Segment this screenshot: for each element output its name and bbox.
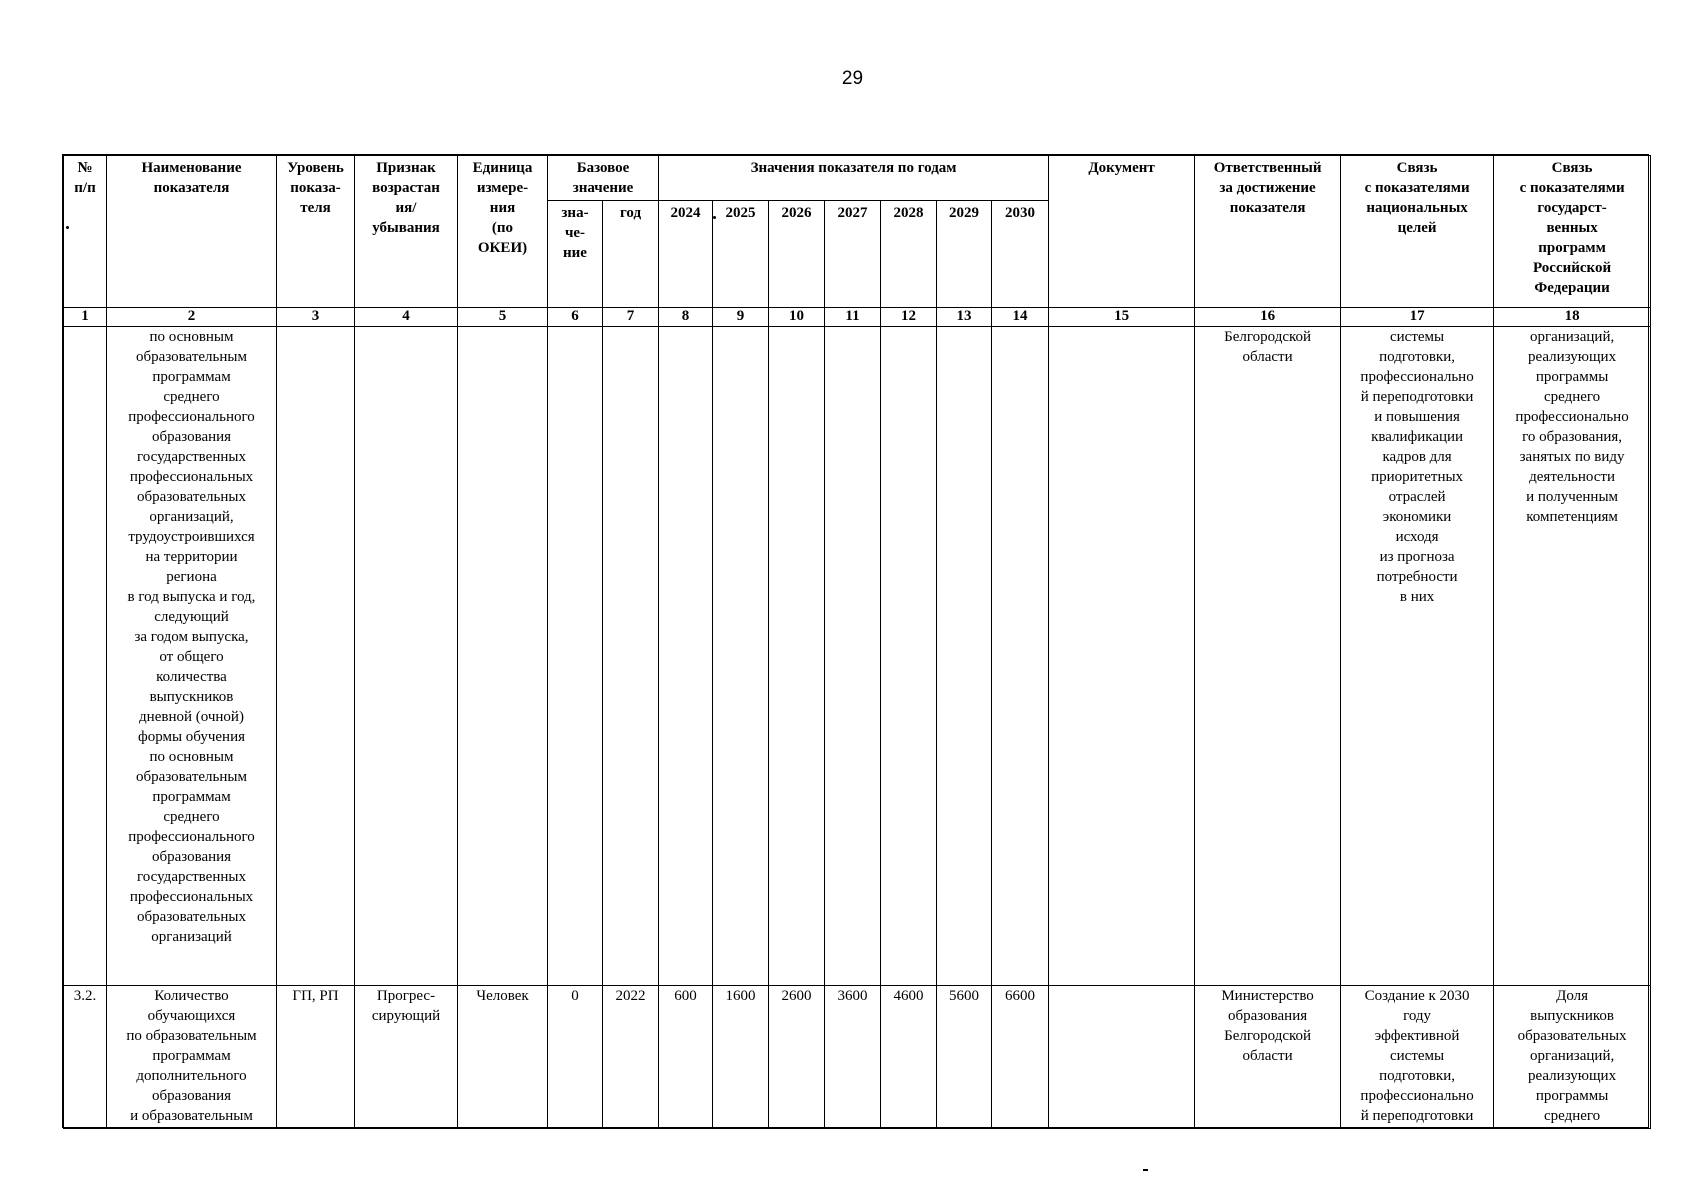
cell-year-value bbox=[769, 327, 825, 986]
scan-speck bbox=[713, 216, 716, 219]
header-year: 2024 bbox=[659, 201, 713, 308]
header-year: 2025 bbox=[713, 201, 769, 308]
header-unit: Единица измере- ния (по ОКЕИ) bbox=[458, 156, 548, 308]
column-number: 7 bbox=[603, 308, 659, 327]
column-number: 18 bbox=[1494, 308, 1651, 327]
column-number: 4 bbox=[355, 308, 458, 327]
header-trend: Признак возрастан ия/ убывания bbox=[355, 156, 458, 308]
header-base-year: год bbox=[603, 201, 659, 308]
scan-speck bbox=[1143, 1169, 1148, 1171]
cell-link-state: Доля выпускников образовательных организаций, реализующих программы среднего bbox=[1494, 985, 1651, 1128]
cell-year-value: 1600 bbox=[713, 985, 769, 1128]
column-number: 2 bbox=[107, 308, 277, 327]
cell-unit: Человек bbox=[458, 985, 548, 1128]
scan-speck bbox=[66, 226, 69, 229]
column-number: 5 bbox=[458, 308, 548, 327]
column-number: 14 bbox=[992, 308, 1049, 327]
cell-year-value bbox=[992, 327, 1049, 986]
cell-base-year: 2022 bbox=[603, 985, 659, 1128]
column-number: 17 bbox=[1341, 308, 1494, 327]
cell-year-value bbox=[825, 327, 881, 986]
header-name: Наименование показателя bbox=[107, 156, 277, 308]
column-number: 11 bbox=[825, 308, 881, 327]
cell-no: 3.2. bbox=[64, 985, 107, 1128]
header-row-top bbox=[64, 156, 1651, 201]
header-link-state: Связь с показателями государст- венных программ Российской Федерации bbox=[1494, 156, 1651, 308]
cell-base-value bbox=[548, 327, 603, 986]
cell-indicator-name: по основным образовательным программам среднего профессионального образования государственных профессиональных образовательных организаций, трудоустроившихся на территории региона в год выпуска и год, следующий за годом выпуска, от общего количества выпускников дневной (очной) формы обучения по основным образовательным программам среднего профессионального образования государственных профессиональных образовательных организаций bbox=[107, 327, 277, 986]
cell-document bbox=[1049, 985, 1195, 1128]
header-year: 2028 bbox=[881, 201, 937, 308]
column-number: 10 bbox=[769, 308, 825, 327]
indicator-table bbox=[63, 155, 1651, 1129]
cell-document bbox=[1049, 327, 1195, 986]
cell-responsible: Министерство образования Белгородской области bbox=[1195, 985, 1341, 1128]
cell-level bbox=[277, 327, 355, 986]
cell-unit bbox=[458, 327, 548, 986]
header-year: 2026 bbox=[769, 201, 825, 308]
header-year: 2027 bbox=[825, 201, 881, 308]
header-no: № п/п bbox=[64, 156, 107, 308]
cell-trend bbox=[355, 327, 458, 986]
column-number: 9 bbox=[713, 308, 769, 327]
page-number: 29 bbox=[841, 68, 864, 89]
table-row-continuation bbox=[64, 327, 1651, 986]
cell-year-value: 600 bbox=[659, 985, 713, 1128]
cell-trend: Прогрес- сирующий bbox=[355, 985, 458, 1128]
cell-year-value: 2600 bbox=[769, 985, 825, 1128]
cell-responsible: Белгородской области bbox=[1195, 327, 1341, 986]
cell-level: ГП, РП bbox=[277, 985, 355, 1128]
header-year: 2030 bbox=[992, 201, 1049, 308]
cell-year-value: 3600 bbox=[825, 985, 881, 1128]
column-number-row bbox=[64, 308, 1651, 327]
column-number: 8 bbox=[659, 308, 713, 327]
header-document: Документ bbox=[1049, 156, 1195, 308]
cell-year-value bbox=[937, 327, 992, 986]
cell-year-value bbox=[659, 327, 713, 986]
column-number: 3 bbox=[277, 308, 355, 327]
cell-link-national: Создание к 2030 году эффективной системы подготовки, профессионально й переподготовки bbox=[1341, 985, 1494, 1128]
table-row-3-2 bbox=[64, 985, 1651, 1128]
header-responsible: Ответственный за достижение показателя bbox=[1195, 156, 1341, 308]
cell-year-value bbox=[881, 327, 937, 986]
cell-year-value bbox=[713, 327, 769, 986]
header-base-value: зна- че- ние bbox=[548, 201, 603, 308]
cell-year-value: 4600 bbox=[881, 985, 937, 1128]
header-base: Базовое значение bbox=[548, 156, 659, 201]
column-number: 13 bbox=[937, 308, 992, 327]
column-number: 16 bbox=[1195, 308, 1341, 327]
cell-no bbox=[64, 327, 107, 986]
cell-year-value: 6600 bbox=[992, 985, 1049, 1128]
cell-year-value: 5600 bbox=[937, 985, 992, 1128]
cell-base-year bbox=[603, 327, 659, 986]
column-number: 15 bbox=[1049, 308, 1195, 327]
header-year: 2029 bbox=[937, 201, 992, 308]
header-link-national: Связь с показателями национальных целей bbox=[1341, 156, 1494, 308]
header-years-group: Значения показателя по годам bbox=[659, 156, 1049, 201]
cell-indicator-name: Количество обучающихся по образовательным программам дополнительного образования и образовательным bbox=[107, 985, 277, 1128]
indicator-table-frame bbox=[62, 154, 1649, 1128]
cell-link-national: системы подготовки, профессионально й переподготовки и повышения квалификации кадров для приоритетных отраслей экономики исходя из прогноза потребности в них bbox=[1341, 327, 1494, 986]
cell-base-value: 0 bbox=[548, 985, 603, 1128]
cell-link-state: организаций, реализующих программы среднего профессионально го образования, занятых по виду деятельности и полученным компетенциям bbox=[1494, 327, 1651, 986]
column-number: 6 bbox=[548, 308, 603, 327]
column-number: 1 bbox=[64, 308, 107, 327]
header-level: Уровень показа- теля bbox=[277, 156, 355, 308]
column-number: 12 bbox=[881, 308, 937, 327]
